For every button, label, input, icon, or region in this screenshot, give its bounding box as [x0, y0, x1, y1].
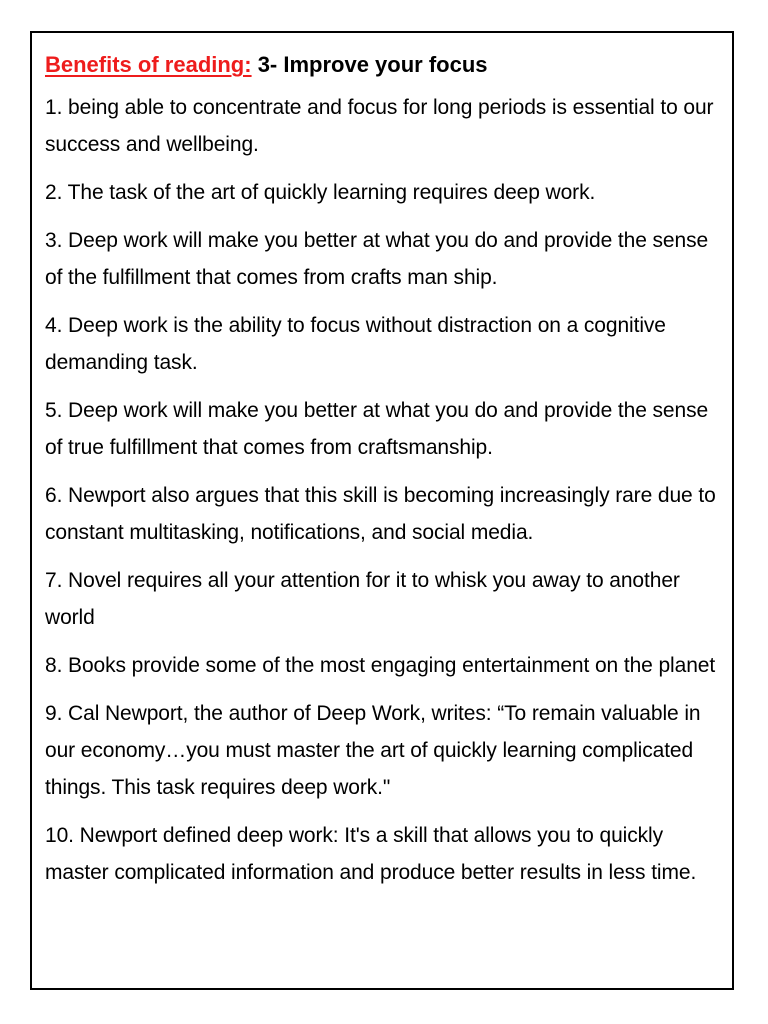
point-3: 3. Deep work will make you better at what you do and provide the sense of the fulfillment that comes from crafts man ship. — [45, 229, 709, 289]
title-prefix: Benefits of reading: — [45, 52, 252, 77]
points-list — [45, 89, 720, 891]
point-2: 2. The task of the art of quickly learning requires deep work. — [45, 181, 596, 204]
document-frame — [30, 31, 734, 990]
point-5: 5. Deep work will make you better at what you do and provide the sense of true fulfillment that comes from craftsmanship. — [45, 399, 709, 459]
point-8: 8. Books provide some of the most engaging entertainment on the planet — [45, 654, 716, 677]
point-1: 1. being able to concentrate and focus for long periods is essential to our success and wellbeing. — [45, 96, 714, 156]
document-title — [45, 51, 720, 79]
point-7: 7. Novel requires all your attention for it to whisk you away to another world — [45, 569, 680, 629]
title-main: 3- Improve your focus — [251, 52, 488, 77]
point-4: 4. Deep work is the ability to focus without distraction on a cognitive demanding task. — [45, 314, 666, 374]
point-6: 6. Newport also argues that this skill is becoming increasingly rare due to constant multitasking, notifications, and social media. — [45, 484, 716, 544]
point-9: 9. Cal Newport, the author of Deep Work, writes: “To remain valuable in our economy…you must master the art of quickly learning complicated things. This task requires deep work." — [45, 702, 701, 799]
point-10: 10. Newport defined deep work: It's a skill that allows you to quickly master complicated information and produce better results in less time. — [45, 824, 697, 884]
